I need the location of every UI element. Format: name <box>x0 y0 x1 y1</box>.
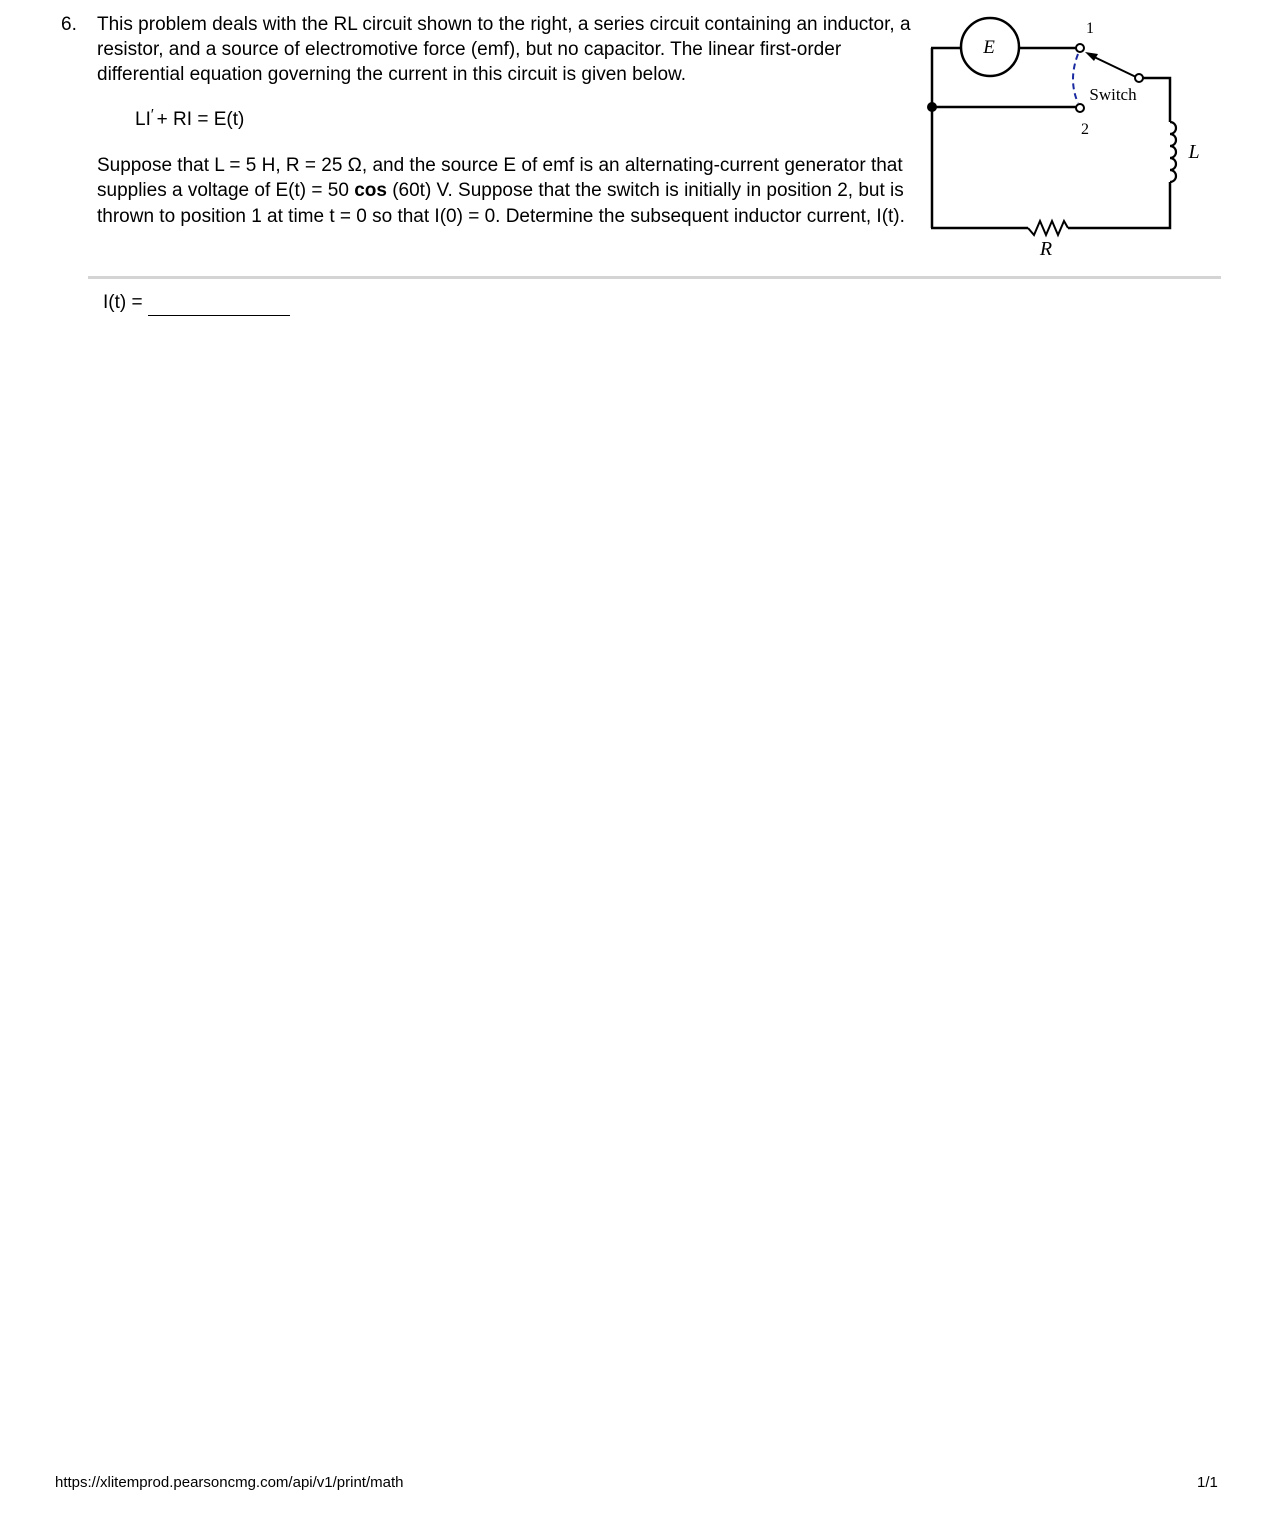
switch-pivot <box>1135 74 1143 82</box>
position-1-label: 1 <box>1086 20 1094 37</box>
switch-dashed-path <box>1073 54 1078 103</box>
inductor-coil-icon <box>1170 122 1176 182</box>
answer-input[interactable] <box>148 292 290 316</box>
answer-label: I(t) = <box>103 292 143 313</box>
given-values-cos: cos <box>354 180 387 202</box>
equation-prime: ′ <box>150 106 154 123</box>
terminal-2 <box>1076 104 1084 112</box>
switch-label: Switch <box>1089 85 1137 104</box>
equation-rest: + RI = E(t) <box>156 109 245 130</box>
junction-dot <box>927 102 937 112</box>
switch-lever <box>1090 55 1136 77</box>
inductor-label: L <box>1188 141 1200 163</box>
given-values-part-1: Suppose that L = 5 H, R = 25 Ω, and the source E of emf is an alternating-current generator that supplies a voltage of E(t) = 50 <box>97 155 903 202</box>
question-intro-text: This problem deals with the RL circuit shown to the right, a series circuit containing an inductor, a resistor, and a source of electromotive force (emf), but no capacitor. The linear first-order differential equation governing the current in this circuit is given below. <box>97 14 911 85</box>
wire-right-top <box>1143 78 1170 122</box>
section-divider <box>88 276 1221 279</box>
source-label: E <box>983 37 995 58</box>
differential-equation <box>135 107 244 133</box>
switch-arrow-icon <box>1085 52 1098 61</box>
terminal-1 <box>1076 44 1084 52</box>
footer-url: https://xlitemprod.pearsoncmg.com/api/v1/print/math <box>55 1474 404 1491</box>
question-number: 6. <box>61 14 77 35</box>
question-given-values <box>97 153 912 229</box>
equation-term-li: LI <box>135 109 151 130</box>
position-2-label: 2 <box>1081 121 1089 138</box>
wire-right-bottom <box>1068 182 1170 228</box>
footer-page-number: 1/1 <box>1197 1474 1218 1491</box>
resistor-label: R <box>1039 238 1053 260</box>
rl-circuit-diagram <box>920 10 1210 265</box>
resistor-icon <box>1028 221 1068 235</box>
given-values-part-2: (60t) V. Suppose that the switch is initially in position 2, but is thrown to position 1 at time t = 0 so that I(0) = 0. Determine the subsequent inductor current, I(t). <box>97 180 905 227</box>
